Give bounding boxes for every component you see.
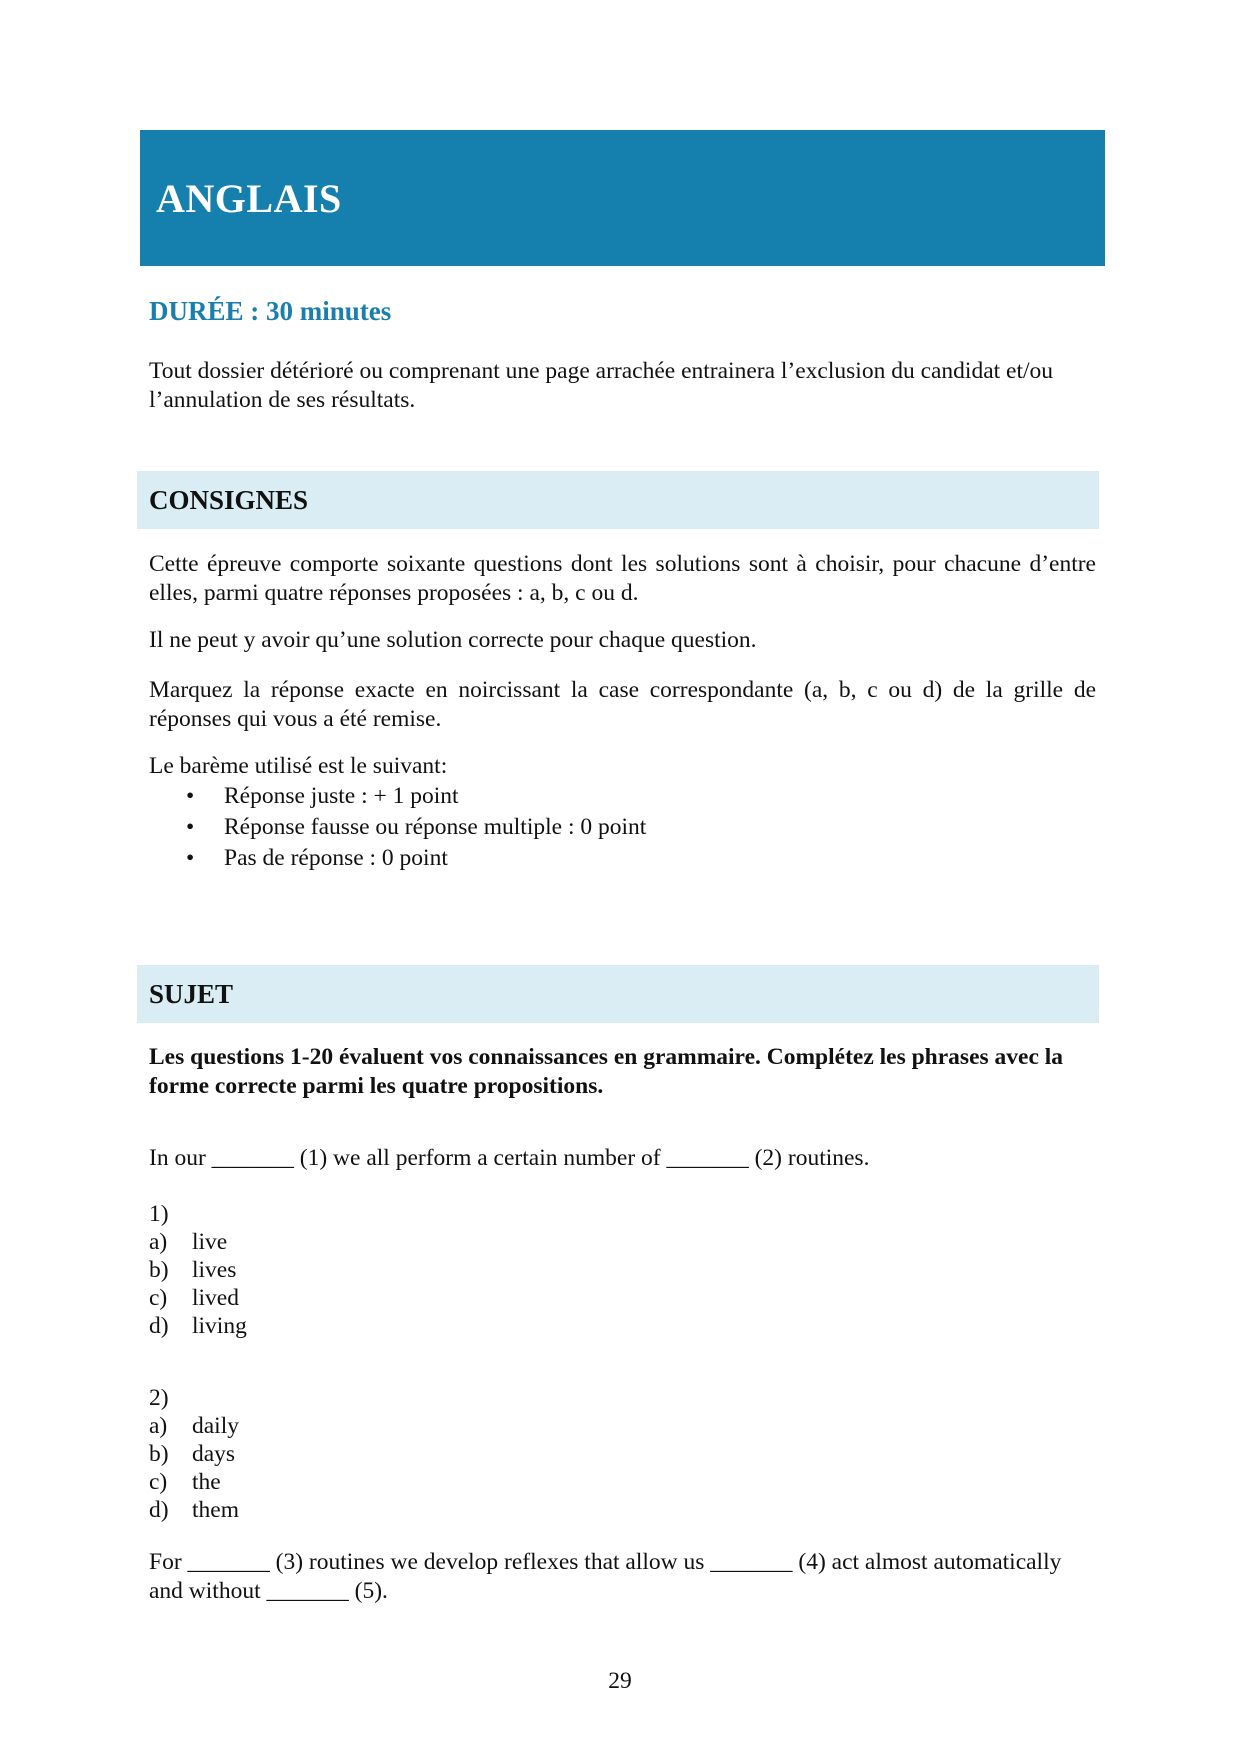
list-item xyxy=(149,812,1096,843)
sujet-intro: Les questions 1-20 évaluent vos connaissances en grammaire. Complétez les phrases avec la forme correcte parmi les quatre propositions. xyxy=(149,1044,1064,1099)
option-letter: a) xyxy=(149,1413,168,1439)
consignes-section-bar xyxy=(137,471,1099,529)
option-text: lives xyxy=(192,1257,237,1283)
list-item xyxy=(149,843,1096,874)
answer-option xyxy=(149,1496,239,1524)
option-letter: b) xyxy=(149,1257,169,1283)
duration-label: DURÉE : 30 minutes xyxy=(149,296,392,326)
option-text: the xyxy=(192,1469,221,1495)
option-letter: a) xyxy=(149,1229,168,1255)
warning-paragraph: Tout dossier détérioré ou comprenant une page arrachée entrainera l’exclusion du candidat et/ou l’annulation de ses résultats. xyxy=(149,358,1054,413)
list-item xyxy=(149,781,1096,812)
answer-option xyxy=(149,1468,239,1496)
bullet-icon: • xyxy=(186,814,195,840)
bullet-icon: • xyxy=(186,845,195,871)
title-banner xyxy=(140,130,1105,266)
consignes-paragraph-3: Marquez la réponse exacte en noircissant la case correspondante (a, b, c ou d) de la grille de réponses qui vous a été remise. xyxy=(149,677,1096,732)
option-letter: d) xyxy=(149,1313,169,1339)
bullet-text: Réponse fausse ou réponse multiple : 0 point xyxy=(224,814,647,840)
answer-option xyxy=(149,1312,247,1340)
option-text: lived xyxy=(192,1285,239,1311)
page-number: 29 xyxy=(608,1668,632,1694)
answer-option xyxy=(149,1228,247,1256)
option-letter: c) xyxy=(149,1469,168,1495)
answer-option xyxy=(149,1256,247,1284)
option-text: living xyxy=(192,1313,247,1339)
sujet-section-bar xyxy=(137,965,1099,1023)
answer-option xyxy=(149,1440,239,1468)
bullet-icon: • xyxy=(186,783,195,809)
bullet-text: Réponse juste : + 1 point xyxy=(224,783,459,809)
bullet-text: Pas de réponse : 0 point xyxy=(224,845,448,871)
consignes-paragraph-1: Cette épreuve comporte soixante questions dont les solutions sont à choisir, pour chacune d’entre elles, parmi quatre réponses proposées : a, b, c ou d. xyxy=(149,551,1096,606)
option-text: them xyxy=(192,1497,239,1523)
answer-option xyxy=(149,1412,239,1440)
answer-option xyxy=(149,1284,247,1312)
option-letter: c) xyxy=(149,1285,168,1311)
consignes-paragraph-4: Le barème utilisé est le suivant: xyxy=(149,753,448,779)
consignes-paragraph-2: Il ne peut y avoir qu’une solution correcte pour chaque question. xyxy=(149,627,757,653)
question-2 xyxy=(149,1384,239,1524)
question-sentence-1: In our _______ (1) we all perform a certain number of _______ (2) routines. xyxy=(149,1145,870,1171)
sujet-heading: SUJET xyxy=(149,978,234,1009)
option-letter: b) xyxy=(149,1441,169,1467)
question-1 xyxy=(149,1200,247,1340)
option-text: daily xyxy=(192,1413,239,1439)
page-title: ANGLAIS xyxy=(156,175,342,221)
option-text: live xyxy=(192,1229,228,1255)
question-number: 2) xyxy=(149,1385,169,1411)
scoring-list xyxy=(149,781,1096,874)
option-text: days xyxy=(192,1441,236,1467)
question-sentence-2: For _______ (3) routines we develop reflexes that allow us _______ (4) act almost automatically and without _______ (5). xyxy=(149,1549,1062,1604)
option-letter: d) xyxy=(149,1497,169,1523)
question-number: 1) xyxy=(149,1201,169,1227)
consignes-heading: CONSIGNES xyxy=(149,484,309,515)
